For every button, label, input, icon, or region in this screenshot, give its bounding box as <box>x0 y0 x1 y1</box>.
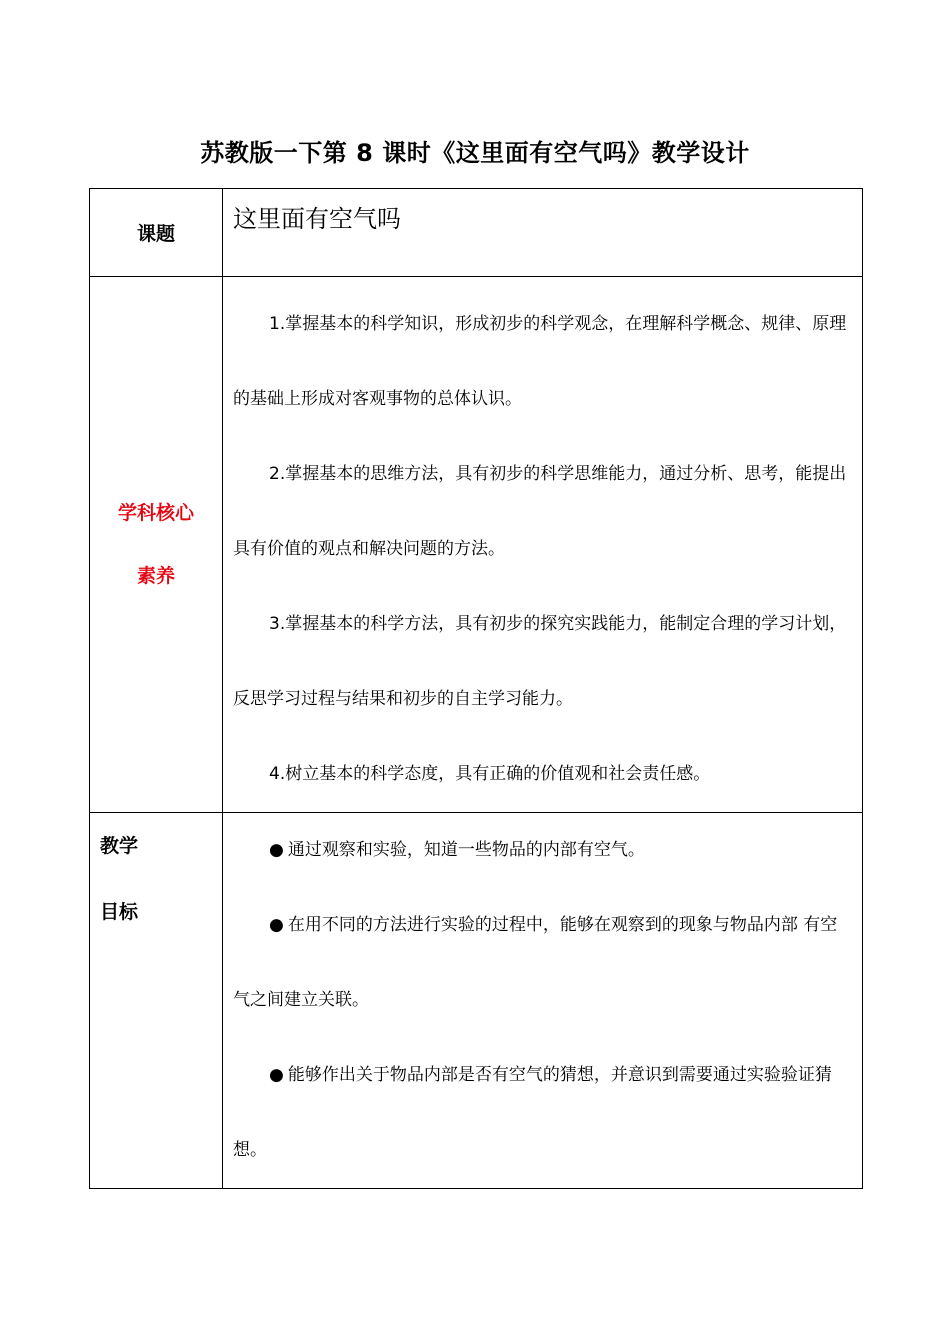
teaching-goal-text: 能够作出关于物品内部是否有空气的猜想，并意识到需要通过实验验证猜想。 <box>233 1065 832 1160</box>
core-literacy-label-line2: 素养 <box>136 564 175 587</box>
core-literacy-item: 1.掌握基本的科学知识，形成初步的科学观念，在理解科学概念、规律、原理的基础上形成对客观事物的总体认识。 <box>233 314 847 409</box>
teaching-goal-text: 通过观察和实验，知道一些物品的内部有空气。 <box>287 840 645 860</box>
table-row-core-literacy <box>90 277 863 813</box>
bullet-icon: ● <box>269 1065 284 1085</box>
topic-value: 这里面有空气吗 <box>223 189 863 277</box>
core-literacy-item: 4.树立基本的科学态度，具有正确的价值观和社会责任感。 <box>269 764 711 784</box>
table-row-teaching-goals <box>90 813 863 1189</box>
document-title: 苏教版一下第 8 课时《这里面有空气吗》教学设计 <box>200 139 750 167</box>
core-literacy-label <box>90 277 223 813</box>
bullet-icon: ● <box>269 915 284 935</box>
teaching-goals-label-line2: 目标 <box>100 901 139 923</box>
core-literacy-item: 2.掌握基本的思维方法，具有初步的科学思维能力，通过分析、思考，能提出具有价值的观点和解决问题的方法。 <box>233 464 847 559</box>
lesson-design-table <box>89 188 863 1189</box>
teaching-goal-item <box>233 813 850 888</box>
bullet-icon: ● <box>269 840 284 860</box>
teaching-goals-content <box>223 813 863 1189</box>
core-literacy-content <box>223 277 863 813</box>
teaching-goals-label <box>90 813 223 1189</box>
table-row-topic <box>90 189 863 277</box>
teaching-goals-label-line1: 教学 <box>100 835 139 857</box>
core-literacy-label-line1: 学科核心 <box>117 501 194 524</box>
teaching-goal-item <box>233 1038 850 1188</box>
topic-label: 课题 <box>90 189 223 277</box>
core-literacy-item: 3.掌握基本的科学方法，具有初步的探究实践能力，能制定合理的学习计划，反思学习过程与结果和初步的自主学习能力。 <box>233 614 847 709</box>
teaching-goal-item <box>233 888 850 1038</box>
teaching-goal-text: 在用不同的方法进行实验的过程中，能够在观察到的现象与物品内部 有空气之间建立关联。 <box>233 915 838 1010</box>
